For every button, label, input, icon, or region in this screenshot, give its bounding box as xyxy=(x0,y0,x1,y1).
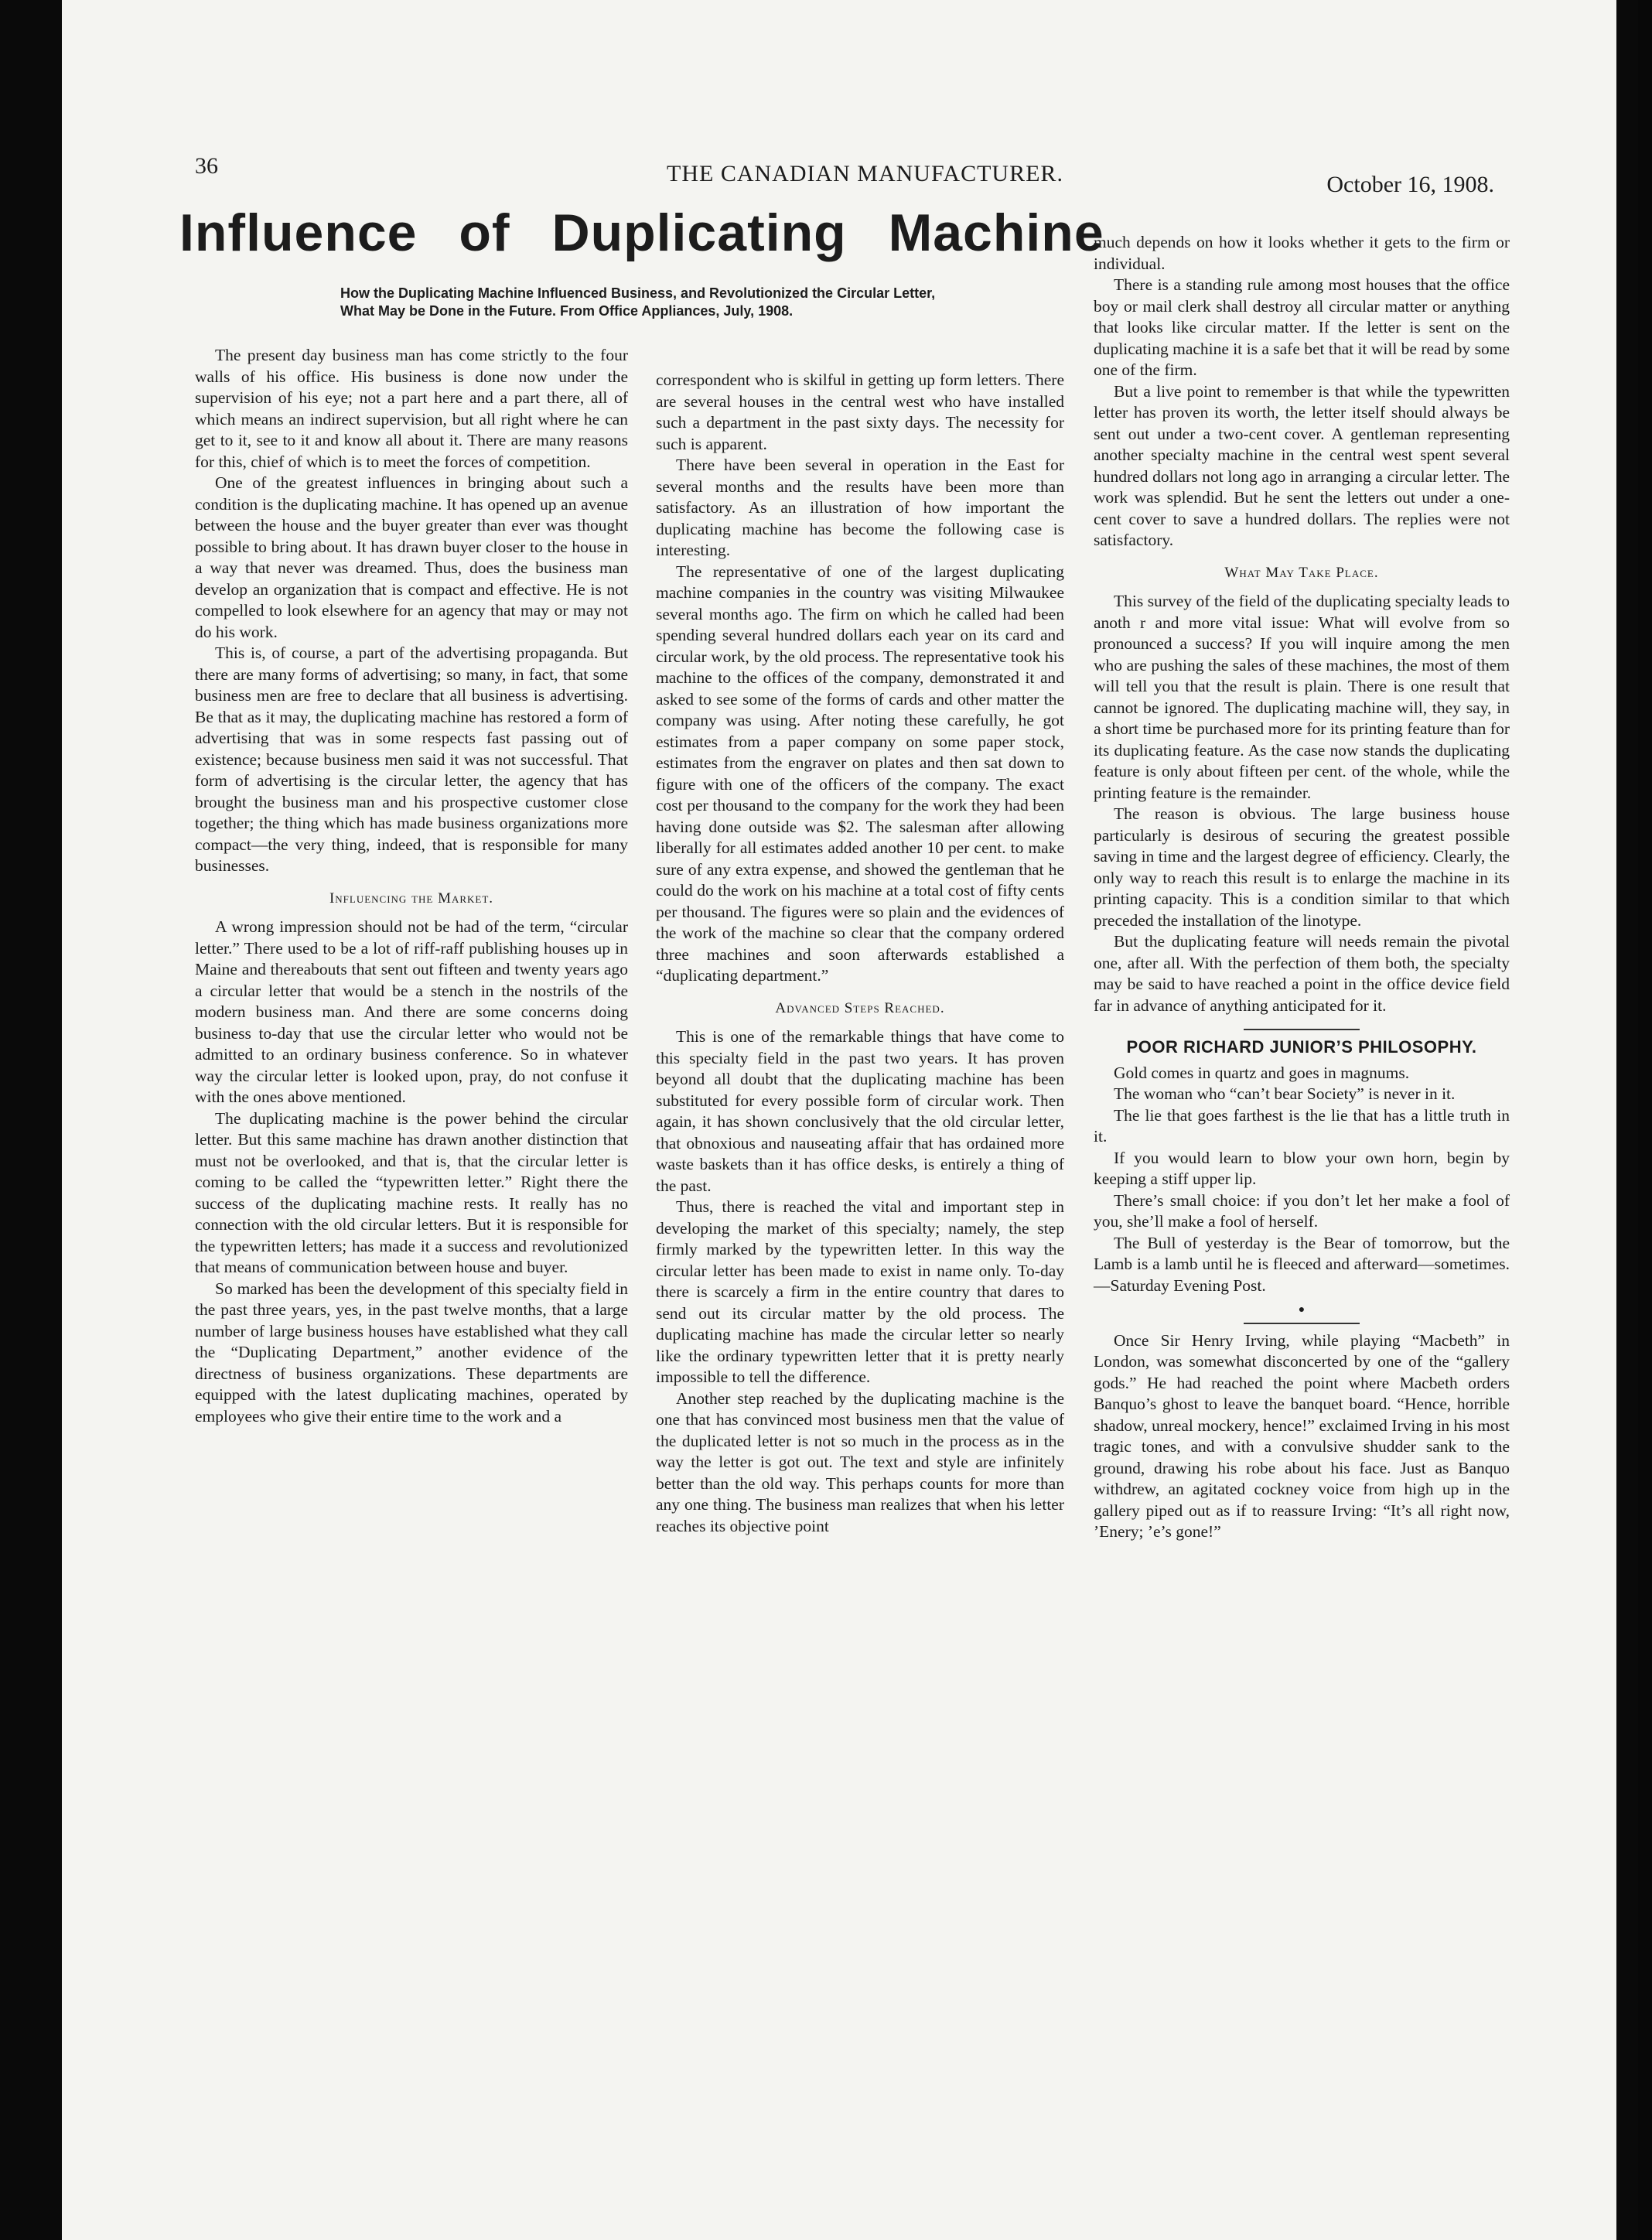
page-number: 36 xyxy=(195,153,218,179)
issue-date: October 16, 1908. xyxy=(1326,172,1494,197)
paragraph: The lie that goes farthest is the lie that has a little truth in it. xyxy=(1094,1105,1510,1146)
paragraph: The reason is obvious. The large business house particularly is desirous of securing the greatest possible saving in time and the largest degree of efficiency. Clearly, the only way to reach this result is to enlarge the machine in its printing capacity. This is a condition similar to that which preceded the installation of the linotype. xyxy=(1094,804,1510,930)
paragraph: But the duplicating feature will needs remain the pivotal one, after all. With the perfection of them both, the specialty may be said to have reached a point in the office device field far in advance of anything anticipated for it. xyxy=(1094,932,1510,1015)
paragraph: The woman who “can’t bear Society” is never in it. xyxy=(1114,1084,1456,1103)
paragraph: There is a standing rule among most houses that the office boy or mail clerk shall destroy all circular matter or anything that looks like circular matter. If the letter is sent on the duplicating machine it is a safe bet that it will be read by some one of the firm. xyxy=(1094,275,1510,379)
paragraph: Thus, there is reached the vital and important step in developing the market of this specialty; namely, the step firmly marked by the typewritten letter. In this way the circular letter has been made to exist in name only. To-day there is scarcely a firm in the entire country that dares to send out its circular matter by the old process. The duplicating machine has made the circular letter so nearly like the ordinary typewritten letter that it is pretty nearly impossible to tell the difference. xyxy=(656,1197,1064,1386)
page-spine xyxy=(1638,0,1652,2240)
paragraph: correspondent who is skilful in getting up form letters. There are several houses in the central west who have installed such a department in the past sixty days. The necessity for such is apparent. xyxy=(656,370,1064,453)
paragraph: much depends on how it looks whether it gets to the firm or individual. xyxy=(1094,233,1510,273)
paragraph: One of the greatest influences in bringing about such a condition is the duplicating machine. It has opened up an avenue between the house and the buyer greater than ever was thought possible to bring about. It has drawn buyer closer to the house in a way that never was dreamed. Thus, does the business man develop an organization that is compact and effective. He is not compelled to look elsewhere for an agency that may or may not do his work. xyxy=(195,473,628,641)
paragraph: The duplicating machine is the power behind the circular letter. But this same machine has drawn another distinction that must not be overlooked, and that is, that the circular letter is coming to be called the “typewritten letter.” Right there the success of the duplicating machine rests. It really has no connection with the old circular letters. But it is responsible for the typewritten letters; has made it a success and revolutionized that means of communication between house and buyer. xyxy=(195,1108,628,1276)
article-column-3 xyxy=(1094,232,1510,1543)
section-divider xyxy=(1244,1323,1360,1324)
page-header xyxy=(195,145,1494,197)
paragraph: A wrong impression should not be had of the term, “circular letter.” There used to be a lot of riff-raff publishing houses up in Maine and thereabouts that sent out fifteen and twenty years ago a circular letter that would be a stench in the nostrils of the modern business man. And there are some concerns doing business to-day that use the circular letter who would not be admitted to an ordinary business conference. So in whatever way the circular letter is looked upon, pray, do not confuse it with the ones above mentioned. xyxy=(195,917,628,1106)
section-divider xyxy=(1244,1029,1360,1030)
paragraph: But a live point to remember is that while the typewritten letter has proven its worth, the letter itself should always be sent out under a two-cent cover. A gentleman representing another specialty machine in the central west spent several hundred dollars not long ago in arranging a circular letter. The work was splendid. But he sent the letters out under a one-cent cover to save a hundred dollars. The replies were not satisfactory. xyxy=(1094,381,1510,549)
paragraph: So marked has been the development of this specialty field in the past three years, yes, in the past twelve months, that a large number of large business houses have established what they call the “Duplicating Department,” another evidence of the directness of business organizations. These departments are equipped with the latest duplicating machines, operated by employees who give their entire time to the work and a xyxy=(195,1279,628,1426)
paragraph: This survey of the field of the duplicating specialty leads to anoth r and more vital issue: What will evolve from so pronounced a success? If you will inquire among the men who are pushing the sales of these machines, the most of them will tell you that the result is plain. There is one result that cannot be ignored. The duplicating machine will, they say, in a short time be purchased more for its printing feature than for its duplicating feature. As the case now stands the duplicating feature is only about fifteen per cent. of the whole, while the printing feature is the remainder. xyxy=(1094,592,1510,802)
section-heading: What May Take Place. xyxy=(1224,564,1379,581)
paragraph: The Bull of yesterday is the Bear of tomorrow, but the Lamb is a lamb until he is fleeced and afterward—sometimes.—Saturday Evening Post. xyxy=(1094,1233,1510,1295)
publication-title: THE CANADIAN MANUFACTURER. xyxy=(667,161,1063,186)
section-heading: Influencing the Market. xyxy=(329,890,494,907)
article-column-1 xyxy=(195,345,628,1427)
paragraph: There’s small choice: if you don’t let her make a fool of you, she’ll make a fool of herself. xyxy=(1094,1190,1510,1231)
article-column-2 xyxy=(656,370,1064,1537)
ornament-dot: ● xyxy=(1298,1304,1306,1316)
paragraph: Gold comes in quartz and goes in magnums. xyxy=(1114,1063,1410,1082)
paragraph: The representative of one of the largest duplicating machine companies in the country was visiting Milwaukee several months ago. The firm on which he called had been spending several hundred dollars each year on its card and circular work, by the old process. The representative took his machine to the offices of the company, demonstrated it and asked to see some of the forms of cards and other matter the company was using. After noting these carefully, he got estimates from a paper company on some paper stock, estimates from the engraver on plates and then sat down to figure with one of the officers of the company. The exact cost per thousand to the company for the work they had been having done outside was $2. The salesman after allowing liberally for all estimates added another 10 per cent. to make sure of any extra expense, and showed the gentleman that he could do the work on his machine at a total cost of fifty cents per thousand. The figures were so plain and the evidences of the work of the machine so clear that the company ordered three machines and soon afterwards established a “duplicating department.” xyxy=(656,562,1064,985)
paragraph: If you would learn to blow your own horn, begin by keeping a stiff upper lip. xyxy=(1094,1148,1510,1188)
paragraph: This is one of the remarkable things that have come to this specialty field in the past two years. It has proven beyond all doubt that the duplicating machine has been substituted for every possible form of circular work. Then again, it has shown conclusively that the old circular letter, that obnoxious and nauseating affair that has ordained more waste baskets than it has office desks, is entirely a thing of the past. xyxy=(656,1027,1064,1195)
paragraph: The present day business man has come strictly to the four walls of his office. His business is done now under the supervision of his eye; not a part here and a part there, all of which means an indirect supervision, but all right where he can get to it, see to it and know all about it. There are many reasons for this, chief of which is to meet the forces of competition. xyxy=(195,346,628,471)
philosophy-section xyxy=(1094,1063,1510,1297)
paragraph: This is, of course, a part of the advertising propaganda. But there are many forms of advertising; so many, in fact, that some business men are free to declare that all business is advertising. Be that as it may, the duplicating machine has restored a form of advertising that was in some respects fast passing out of existence; because business men said it was not successful. That form of advertising is the circular letter, the agency that has brought the business man and his prospective customer close together; the thing which has made business organizations more compact—the very thing, indeed, that is responsible for many businesses. xyxy=(195,644,628,875)
article-title: Influence of Duplicating Machine xyxy=(179,203,1104,262)
philosophy-title: POOR RICHARD JUNIOR’S PHILOSOPHY. xyxy=(1126,1037,1477,1057)
article-subtitle: How the Duplicating Machine Influenced Business, and Revolutionized the Circular Letter, What May be Done in the Future. From Office Appliances, July, 1908. xyxy=(340,285,936,319)
anecdote-paragraph: Once Sir Henry Irving, while playing “Macbeth” in London, was somewhat disconcerted by one of the “gallery gods.” He had reached the point where Macbeth orders Banquo’s ghost to leave the banquet board. “Hence, horrible shadow, unreal mockery, hence!” exclaimed Irving in his most tragic tones, and with a convulsive shudder sank to the ground, drawing his robe about his face. Just as Banquo withdrew, an agitated cockney voice from high up in the gallery piped out as if to reassure Irving: “It’s all right now, ’Enery; ’e’s gone!” xyxy=(1094,1330,1510,1541)
section-heading: Advanced Steps Reached. xyxy=(775,999,945,1016)
paragraph: There have been several in operation in the East for several months and the results have been more than satisfactory. As an illustration of how important the duplicating machine has become the following case is interesting. xyxy=(656,456,1064,559)
paragraph: Another step reached by the duplicating machine is the one that has convinced most business men that the value of the duplicated letter is not so much in the process as in the way the letter is got out. The text and style are infinitely better than the old way. This perhaps counts for more than any one thing. The business man realizes that when his letter reaches its objective point xyxy=(656,1388,1064,1535)
